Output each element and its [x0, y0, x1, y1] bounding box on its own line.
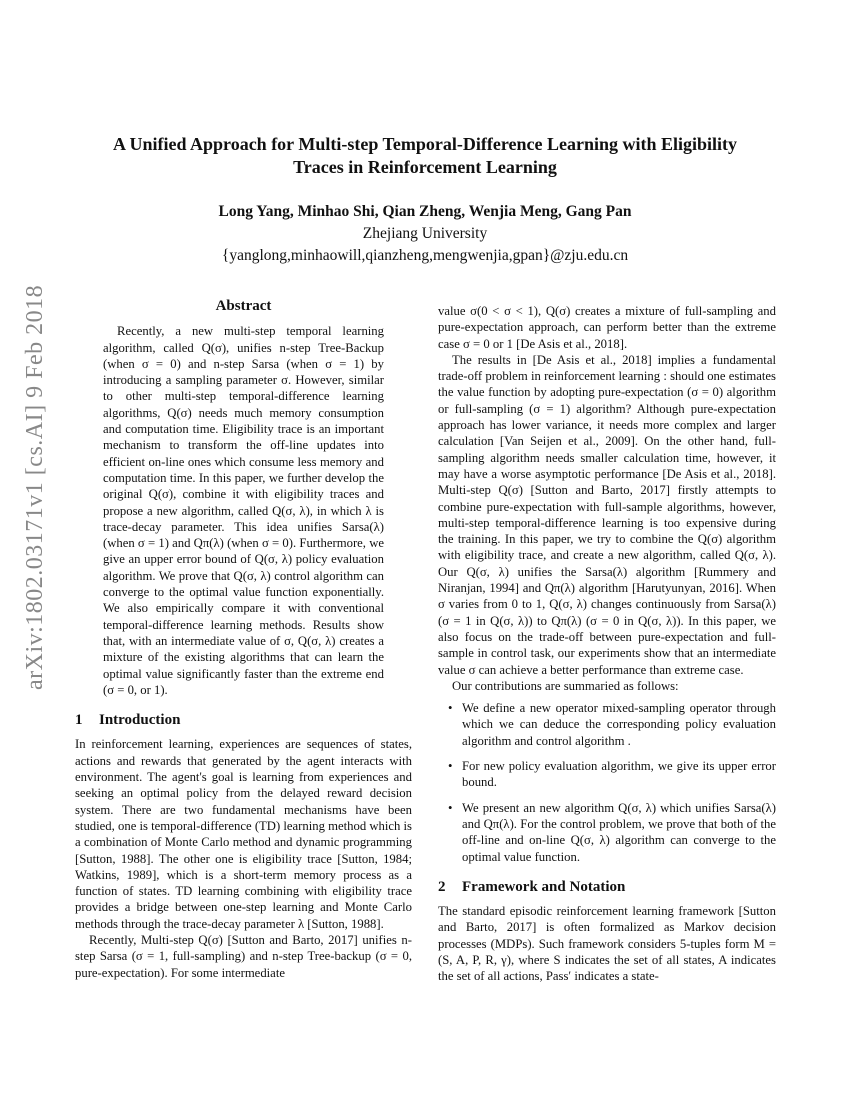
abstract-text: Recently, a new multi-step temporal learning algorithm, called Q(σ), unifies n-step Tree-Backup (when σ = 0) and n-step Sarsa (when σ = 1) by introducing a sampling parameter σ. However, similar to other multi-step temporal-difference learning algorithms, Q(σ) needs much memory consumption and computation time. Eligibility trace is an important mechanism to transform the off-line updates into efficient on-line ones which consume less memory and computation time. In this paper, we further develop the original Q(σ), combine it with eligibility traces and propose a new algorithm, called Q(σ, λ), in which λ is trace-decay parameter. This idea unifies Sarsa(λ) (when σ = 1) and Qπ(λ) (when σ = 0). Furthermore, we give an upper error bound of Q(σ, λ) policy evaluation algorithm. We prove that Q(σ, λ) control algorithm can converge to the optimal value function exponentially. We also empirically compare it with conventional temporal-difference learning methods. Results show that, with an intermediate value of σ, Q(σ, λ) creates a mixture of the existing algorithms that can learn the optimal value significantly faster than the extreme end (σ = 0, or 1).: [103, 324, 384, 697]
email: {yanglong,minhaowill,qianzheng,mengwenjia,gpan}@zju.edu.cn: [221, 247, 629, 264]
arxiv-side-stamp: arXiv:1802.03171v1 [cs.AI] 9 Feb 2018: [22, 284, 48, 690]
abstract-heading: Abstract: [215, 298, 272, 314]
section-heading-framework: [438, 879, 776, 895]
affiliation: Zhejiang University: [362, 225, 488, 242]
author-block: [60, 201, 790, 267]
right-paragraph-2: The results in [De Asis et al., 2018] implies a fundamental trade-off problem in reinforcement learning : should one estimates the value function by adopting pure-expectation (σ = 0) algorithm or full-sampling (σ = 1) algorithm? Although pure-expectation approach has lower variance, it needs more complex and larger calculation [Van Seijen et al., 2009]. On the other hand, full-sampling algorithm needs smaller calculation time, however, it may have a worse asymptotic performance [De Asis et al., 2018]. Multi-step Q(σ) [Sutton and Barto, 2017] firstly attempts to combine pure-expectation with full-sample algorithms, however, multi-step temporal-difference learning is too expensive during the training. In this paper, we try to combine the Q(σ) algorithm with eligibility trace, and create a new algorithm, called Q(σ, λ). Our Q(σ, λ) unifies the Sarsa(λ) algorithm [Rummery and Niranjan, 1994] and Qπ(λ) algorithm [Harutyunyan, 2016]. When σ varies from 0 to 1, Q(σ, λ) changes continuously from Sarsa(λ) (σ = 1 in Q(σ, λ)) to Qπ(λ) (σ = 0 in Q(σ, λ)). In this paper, we also focus on the trade-off between pure-expectation and full-sample in control task, our experiments show that an intermediate value σ can achieve a better performance than extreme case.: [438, 352, 776, 677]
section-title: Introduction: [99, 712, 181, 729]
intro-paragraph-1: In reinforcement learning, experiences are sequences of states, actions and rewards that generated by the agent interacts with environment. The agent's goal is learning from experiences and seeking an optimal policy from the delayed reward decision system. There are two fundamental mechanisms have been studied, one is temporal-difference (TD) learning method which is a combination of Monte Carlo method and dynamic programming [Sutton, 1988]. The other one is eligibility trace [Sutton, 1984; Watkins, 1989], which is a short-term memory process as a function of states. TD learning combining with eligibility trace provides a bridge between one-step learning and Monte Carlo methods through the trace-decay parameter λ [Sutton, 1988].: [75, 737, 412, 931]
section-title: Framework and Notation: [462, 878, 626, 895]
section-number: 1: [75, 712, 83, 729]
author-names: Long Yang, Minhao Shi, Qian Zheng, Wenjia Meng, Gang Pan: [218, 203, 632, 220]
bullet-icon: •: [448, 759, 453, 774]
left-column: [75, 298, 412, 981]
right-column: [438, 303, 776, 985]
list-item: • For new policy evaluation algorithm, we give its upper error bound.: [448, 759, 776, 790]
contribution-list: [438, 700, 776, 865]
list-item: • We present an new algorithm Q(σ, λ) which unifies Sarsa(λ) and Qπ(λ). For the control problem, we prove that both of the off-line and on-line Q(σ, λ) algorithm can converge to the optimal value function.: [448, 800, 776, 864]
contributions-intro: Our contributions are summaried as follows:: [452, 678, 679, 693]
bullet-icon: •: [448, 701, 453, 716]
paper-title: [60, 133, 790, 179]
bullet-icon: •: [448, 800, 453, 815]
title-line-1: A Unified Approach for Multi-step Temporal-Difference Learning with Eligibility: [112, 134, 737, 154]
section-number: 2: [438, 878, 446, 895]
right-paragraph-1: value σ(0 < σ < 1), Q(σ) creates a mixture of full-sampling and pure-expectation approach, can perform better than the extreme case σ = 0 or 1 [De Asis et al., 2018].: [438, 304, 776, 351]
section-heading-introduction: [75, 712, 412, 728]
title-line-2: Traces in Reinforcement Learning: [293, 157, 557, 177]
list-item: • We define a new operator mixed-sampling operator through which we can deduce the corresponding policy evaluation algorithm and control algorithm .: [448, 701, 776, 748]
intro-paragraph-2: Recently, Multi-step Q(σ) [Sutton and Barto, 2017] unifies n-step Sarsa (σ = 1, full-sampling) and n-step Tree-backup (σ = 0, pure-expectation). For some intermediate: [75, 932, 412, 980]
framework-paragraph-1: The standard episodic reinforcement learning framework [Sutton and Barto, 2017] is often formalized as Markov decision processes (MDPs). Such framework considers 5-tuples form M = (S, A, P, R, γ), where S indicates the set of all states, A indicates the set of all actions, Pass′ indicates a state-: [438, 904, 776, 984]
